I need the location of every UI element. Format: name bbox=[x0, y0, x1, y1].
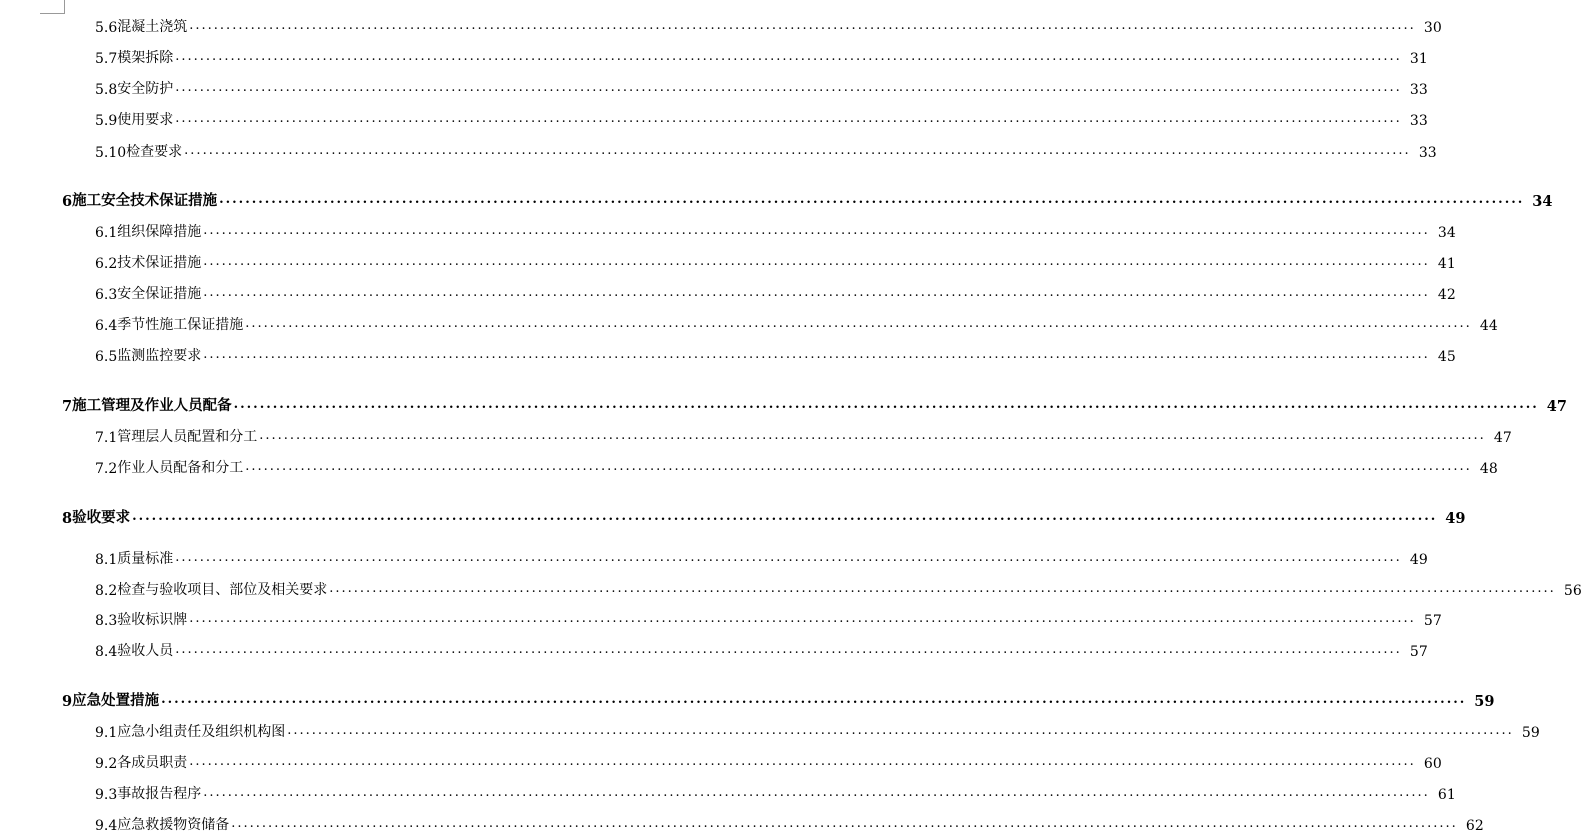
toc-dot-leader: ........................................................................................................................................................................................................ bbox=[161, 692, 1467, 707]
toc-entry-title: 模架拆除 bbox=[117, 50, 174, 66]
toc-chapter-entry[interactable] bbox=[62, 188, 1553, 210]
toc-entry-number: 9.3 bbox=[95, 787, 118, 803]
toc-dot-leader: ........................................................................................................................................................................................................ bbox=[132, 509, 1438, 524]
toc-entry-title: 季节性施工保证措施 bbox=[117, 317, 244, 333]
toc-entry-page-number: 57 bbox=[1423, 613, 1442, 629]
page-corner-mark-horizontal bbox=[40, 13, 64, 14]
toc-entry-number: 7.1 bbox=[95, 430, 118, 446]
toc-dot-leader: ........................................................................................................................................................................................................ bbox=[245, 459, 1472, 474]
toc-section-entry[interactable] bbox=[95, 638, 1428, 660]
toc-entry-page-number: 49 bbox=[1445, 510, 1466, 527]
toc-section-entry[interactable] bbox=[95, 719, 1540, 741]
toc-entry-title: 管理层人员配置和分工 bbox=[117, 429, 258, 445]
toc-entry-title: 使用要求 bbox=[117, 112, 174, 128]
toc-section-entry[interactable] bbox=[95, 250, 1456, 272]
toc-entry-title: 组织保障措施 bbox=[117, 224, 202, 240]
toc-section-entry[interactable] bbox=[95, 455, 1498, 477]
toc-entry-page-number: 49 bbox=[1409, 552, 1428, 568]
toc-dot-leader: ........................................................................................................................................................................................................ bbox=[184, 143, 1411, 158]
toc-chapter-entry[interactable] bbox=[62, 688, 1495, 710]
toc-entry-page-number: 47 bbox=[1493, 430, 1512, 446]
toc-dot-leader: ........................................................................................................................................................................................................ bbox=[203, 254, 1430, 269]
toc-entry-title: 事故报告程序 bbox=[117, 786, 202, 802]
toc-dot-leader: ........................................................................................................................................................................................................ bbox=[175, 49, 1402, 64]
toc-section-entry[interactable] bbox=[95, 76, 1428, 98]
toc-dot-leader: ........................................................................................................................................................................................................ bbox=[189, 18, 1416, 33]
toc-entry-number: 8.2 bbox=[95, 583, 118, 599]
toc-entry-page-number: 45 bbox=[1437, 349, 1456, 365]
toc-entry-title: 验收标识牌 bbox=[117, 612, 188, 628]
toc-dot-leader: ........................................................................................................................................................................................................ bbox=[175, 111, 1402, 126]
toc-entry-page-number: 60 bbox=[1423, 756, 1442, 772]
toc-entry-number: 6.3 bbox=[95, 287, 118, 303]
toc-entry-page-number: 57 bbox=[1409, 644, 1428, 660]
toc-entry-title: 施工安全技术保证措施 bbox=[72, 192, 218, 209]
toc-entry-page-number: 33 bbox=[1409, 82, 1428, 98]
toc-dot-leader: ........................................................................................................................................................................................................ bbox=[175, 642, 1402, 657]
toc-section-entry[interactable] bbox=[95, 577, 1582, 599]
toc-section-entry[interactable] bbox=[95, 14, 1442, 36]
toc-entry-page-number: 62 bbox=[1465, 818, 1484, 834]
toc-entry-page-number: 33 bbox=[1418, 145, 1437, 161]
toc-entry-number: 7 bbox=[62, 398, 73, 415]
toc-entry-page-number: 34 bbox=[1437, 225, 1456, 241]
toc-entry-number: 5.10 bbox=[95, 145, 127, 161]
toc-entry-number: 9 bbox=[62, 693, 73, 710]
toc-dot-leader: ........................................................................................................................................................................................................ bbox=[329, 581, 1556, 596]
toc-section-entry[interactable] bbox=[95, 107, 1428, 129]
toc-entry-title: 混凝土浇筑 bbox=[117, 19, 188, 35]
toc-entry-number: 8.4 bbox=[95, 644, 118, 660]
toc-entry-number: 6.5 bbox=[95, 349, 118, 365]
toc-section-entry[interactable] bbox=[95, 312, 1498, 334]
toc-entry-page-number: 59 bbox=[1474, 693, 1495, 710]
toc-entry-page-number: 30 bbox=[1423, 20, 1442, 36]
toc-section-entry[interactable] bbox=[95, 45, 1428, 67]
toc-dot-leader: ........................................................................................................................................................................................................ bbox=[189, 754, 1416, 769]
toc-entry-number: 6.2 bbox=[95, 256, 118, 272]
toc-entry-page-number: 33 bbox=[1409, 113, 1428, 129]
toc-dot-leader: ........................................................................................................................................................................................................ bbox=[203, 285, 1430, 300]
toc-dot-leader: ........................................................................................................................................................................................................ bbox=[245, 316, 1472, 331]
toc-section-entry[interactable] bbox=[95, 139, 1437, 161]
toc-entry-page-number: 47 bbox=[1546, 398, 1567, 415]
toc-dot-leader: ........................................................................................................................................................................................................ bbox=[175, 550, 1402, 565]
toc-dot-leader: ........................................................................................................................................................................................................ bbox=[287, 723, 1514, 738]
toc-entry-number: 6 bbox=[62, 193, 73, 210]
toc-entry-title: 安全保证措施 bbox=[117, 286, 202, 302]
toc-section-entry[interactable] bbox=[95, 812, 1484, 834]
toc-entry-title: 技术保证措施 bbox=[117, 255, 202, 271]
toc-dot-leader: ........................................................................................................................................................................................................ bbox=[203, 785, 1430, 800]
toc-entry-number: 5.6 bbox=[95, 20, 118, 36]
toc-dot-leader: ........................................................................................................................................................................................................ bbox=[189, 611, 1416, 626]
toc-entry-title: 验收要求 bbox=[72, 509, 131, 526]
toc-entry-number: 5.9 bbox=[95, 113, 118, 129]
toc-entry-number: 7.2 bbox=[95, 461, 118, 477]
toc-entry-number: 6.4 bbox=[95, 318, 118, 334]
toc-entry-title: 作业人员配备和分工 bbox=[117, 460, 244, 476]
toc-dot-leader: ........................................................................................................................................................................................................ bbox=[259, 428, 1486, 443]
toc-entry-number: 8 bbox=[62, 510, 73, 527]
toc-entry-title: 监测监控要求 bbox=[117, 348, 202, 364]
toc-dot-leader: ........................................................................................................................................................................................................ bbox=[203, 223, 1430, 238]
toc-entry-title: 质量标准 bbox=[117, 551, 174, 567]
toc-entry-title: 安全防护 bbox=[117, 81, 174, 97]
toc-section-entry[interactable] bbox=[95, 219, 1456, 241]
toc-dot-leader: ........................................................................................................................................................................................................ bbox=[175, 80, 1402, 95]
toc-entry-title: 各成员职责 bbox=[117, 755, 188, 771]
toc-entry-title: 施工管理及作业人员配备 bbox=[72, 397, 232, 414]
toc-entry-title: 应急小组责任及组织机构图 bbox=[117, 724, 286, 740]
toc-entry-number: 9.1 bbox=[95, 725, 118, 741]
toc-section-entry[interactable] bbox=[95, 546, 1428, 568]
toc-dot-leader: ........................................................................................................................................................................................................ bbox=[203, 347, 1430, 362]
toc-dot-leader: ........................................................................................................................................................................................................ bbox=[231, 816, 1458, 831]
toc-section-entry[interactable] bbox=[95, 281, 1456, 303]
toc-section-entry[interactable] bbox=[95, 424, 1512, 446]
toc-dot-leader: ........................................................................................................................................................................................................ bbox=[233, 397, 1539, 412]
toc-entry-number: 5.8 bbox=[95, 82, 118, 98]
toc-entry-page-number: 42 bbox=[1437, 287, 1456, 303]
toc-dot-leader: ........................................................................................................................................................................................................ bbox=[219, 192, 1525, 207]
toc-entry-title: 应急处置措施 bbox=[72, 692, 160, 709]
toc-entry-number: 8.1 bbox=[95, 552, 118, 568]
toc-entry-number: 9.4 bbox=[95, 818, 118, 834]
toc-entry-number: 6.1 bbox=[95, 225, 118, 241]
toc-entry-title: 应急救援物资储备 bbox=[117, 817, 230, 833]
toc-entry-page-number: 31 bbox=[1409, 51, 1428, 67]
toc-section-entry[interactable] bbox=[95, 607, 1442, 629]
toc-entry-page-number: 56 bbox=[1563, 583, 1582, 599]
toc-entry-number: 5.7 bbox=[95, 51, 118, 67]
toc-entry-number: 8.3 bbox=[95, 613, 118, 629]
toc-entry-title: 检查要求 bbox=[126, 144, 183, 160]
toc-section-entry[interactable] bbox=[95, 750, 1442, 772]
toc-entry-page-number: 44 bbox=[1479, 318, 1498, 334]
toc-entry-page-number: 59 bbox=[1521, 725, 1540, 741]
toc-section-entry[interactable] bbox=[95, 781, 1456, 803]
toc-entry-page-number: 41 bbox=[1437, 256, 1456, 272]
page-corner-mark bbox=[64, 0, 65, 14]
toc-chapter-entry[interactable] bbox=[62, 505, 1466, 527]
toc-entry-title: 验收人员 bbox=[117, 643, 174, 659]
toc-section-entry[interactable] bbox=[95, 343, 1456, 365]
toc-entry-page-number: 48 bbox=[1479, 461, 1498, 477]
toc-entry-title: 检查与验收项目、部位及相关要求 bbox=[117, 582, 328, 598]
toc-entry-number: 9.2 bbox=[95, 756, 118, 772]
toc-entry-page-number: 61 bbox=[1437, 787, 1456, 803]
toc-chapter-entry[interactable] bbox=[62, 393, 1567, 415]
toc-entry-page-number: 34 bbox=[1532, 193, 1553, 210]
